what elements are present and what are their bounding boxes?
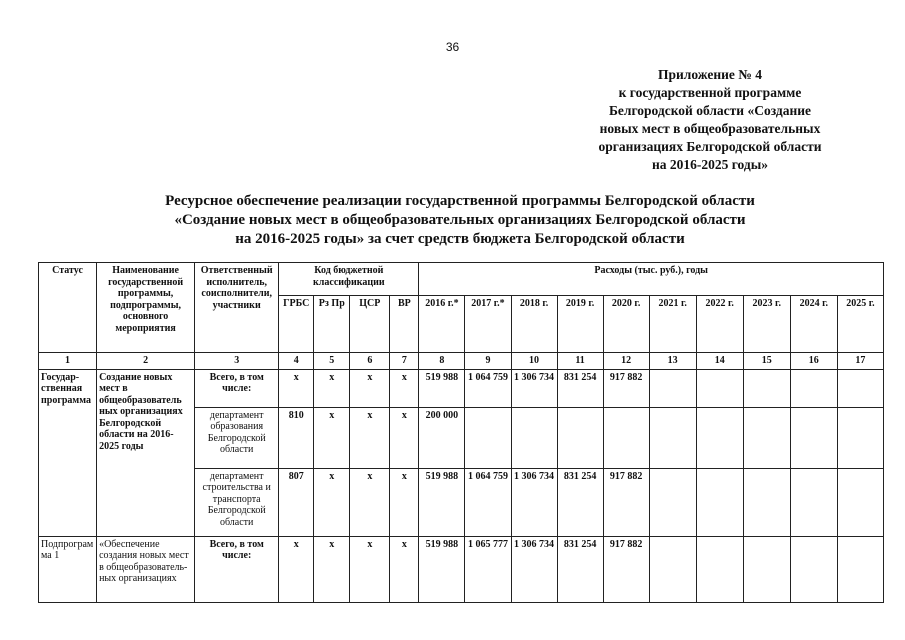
amount-cell: 917 882 [603,369,649,407]
appendix-line: Приложение № 4 [658,67,762,82]
header-year: 2025 г. [837,296,883,353]
title-line: на 2016-2025 годы» за счет средств бюджета Белгородской области [235,231,685,247]
column-number: 7 [390,353,419,370]
amount-cell [790,407,837,468]
program-name-cell: «Обеспечение создания новых мест в общеобразователь-ных организациях [97,536,195,602]
status-cell: Подпрограм ма 1 [39,536,97,602]
amount-cell [837,407,883,468]
header-vr: ВР [390,296,419,353]
appendix-header [560,66,860,174]
header-csr: ЦСР [350,296,390,353]
amount-cell: 917 882 [603,468,649,536]
amount-cell [790,369,837,407]
rzpr-cell: x [314,369,350,407]
column-number: 6 [350,353,390,370]
resource-table [38,262,884,603]
amount-cell: 831 254 [557,536,603,602]
amount-cell [696,369,743,407]
header-rzpr: Рз Пр [314,296,350,353]
csr-cell: x [350,407,390,468]
amount-cell: 1 064 759 [465,369,511,407]
amount-cell: 1 064 759 [465,468,511,536]
column-number: 17 [837,353,883,370]
amount-cell [743,369,790,407]
column-number: 4 [279,353,314,370]
program-name-cell: Создание новых мест в общеобразователь ных организациях Белгородской области на 2016-2025 годы [97,369,195,536]
column-number: 11 [557,353,603,370]
column-number: 2 [97,353,195,370]
amount-cell [649,468,696,536]
amount-cell [790,468,837,536]
grbs-cell: x [279,536,314,602]
csr-cell: x [350,536,390,602]
column-number-row [39,353,884,370]
column-number: 14 [696,353,743,370]
header-budget-code: Код бюджетной классификации [279,263,419,296]
column-number: 10 [511,353,557,370]
column-number: 13 [649,353,696,370]
title-line: Ресурсное обеспечение реализации государственной программы Белгородской области [165,193,755,209]
executor-cell: Всего, в том числе: [195,369,279,407]
amount-cell: 831 254 [557,468,603,536]
rzpr-cell: x [314,407,350,468]
column-number: 8 [419,353,465,370]
amount-cell [603,407,649,468]
column-number: 12 [603,353,649,370]
amount-cell [557,407,603,468]
amount-cell: 1 306 734 [511,369,557,407]
amount-cell [465,407,511,468]
appendix-line: организациях Белгородской области [598,139,822,154]
column-number: 16 [790,353,837,370]
amount-cell [837,468,883,536]
header-grbs: ГРБС [279,296,314,353]
grbs-cell: 810 [279,407,314,468]
document-title [60,192,860,249]
vr-cell: x [390,468,419,536]
header-year: 2017 г.* [465,296,511,353]
appendix-line: Белгородской области «Создание [608,103,812,118]
column-number: 5 [314,353,350,370]
amount-cell: 917 882 [603,536,649,602]
header-year: 2016 г.* [419,296,465,353]
appendix-line: на 2016-2025 годы» [651,157,769,172]
column-number: 3 [195,353,279,370]
column-number: 1 [39,353,97,370]
rzpr-cell: x [314,468,350,536]
vr-cell: x [390,407,419,468]
amount-cell [696,407,743,468]
amount-cell [743,468,790,536]
vr-cell: x [390,369,419,407]
header-executor: Ответственный исполнитель, соисполнители, участники [195,263,279,353]
csr-cell: x [350,369,390,407]
column-number: 9 [465,353,511,370]
header-name: Наименование государственной программы, подпрограммы, основного мероприятия [97,263,195,353]
status-cell: Государ-ственная программа [39,369,97,536]
header-year: 2022 г. [696,296,743,353]
page-number: 36 [445,40,460,54]
header-year: 2019 г. [557,296,603,353]
header-year: 2021 г. [649,296,696,353]
amount-cell: 1 065 777 [465,536,511,602]
amount-cell [743,407,790,468]
header-year: 2024 г. [790,296,837,353]
amount-cell: 519 988 [419,536,465,602]
header-status: Статус [39,263,97,353]
header-expenses: Расходы (тыс. руб.), годы [419,263,884,296]
rzpr-cell: x [314,536,350,602]
amount-cell [743,536,790,602]
amount-cell: 1 306 734 [511,468,557,536]
table-row [39,536,884,602]
header-year: 2023 г. [743,296,790,353]
appendix-line: новых мест в общеобразовательных [599,121,821,136]
amount-cell: 1 306 734 [511,536,557,602]
executor-cell: департамент строительства и транспорта Белгородской области [195,468,279,536]
header-year: 2018 г. [511,296,557,353]
amount-cell [511,407,557,468]
vr-cell: x [390,536,419,602]
amount-cell [837,536,883,602]
executor-cell: Всего, в том числе: [195,536,279,602]
amount-cell [649,369,696,407]
amount-cell [649,536,696,602]
appendix-line: к государственной программе [618,85,802,100]
amount-cell [696,468,743,536]
table-row [39,369,884,407]
amount-cell [790,536,837,602]
header-year: 2020 г. [603,296,649,353]
title-line: «Создание новых мест в общеобразовательных организациях Белгородской области [174,212,746,228]
csr-cell: x [350,468,390,536]
amount-cell: 200 000 [419,407,465,468]
amount-cell [837,369,883,407]
amount-cell: 831 254 [557,369,603,407]
grbs-cell: x [279,369,314,407]
amount-cell: 519 988 [419,468,465,536]
executor-cell: департамент образования Белгородской области [195,407,279,468]
amount-cell [649,407,696,468]
amount-cell: 519 988 [419,369,465,407]
amount-cell [696,536,743,602]
grbs-cell: 807 [279,468,314,536]
column-number: 15 [743,353,790,370]
